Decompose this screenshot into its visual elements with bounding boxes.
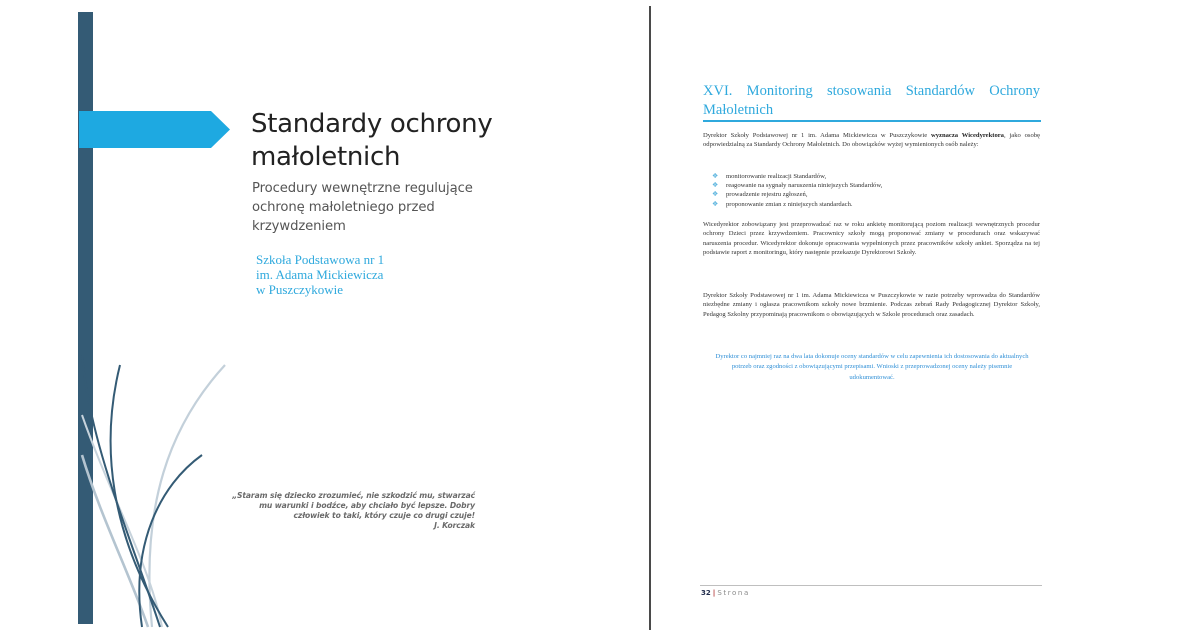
list-item xyxy=(712,181,1032,190)
p1-text-b: , jako osobę odpowiedzialną za Standardy Ochrony Małoletnich. Do obowiązków wyżej wymienionych osób należy: xyxy=(703,132,1040,149)
diamond-star-icon: ❖ xyxy=(712,172,719,180)
page-label: Strona xyxy=(717,589,750,597)
cover-subtitle xyxy=(252,179,512,236)
cover-school-name xyxy=(256,252,456,297)
cover-title-line: małoletnich xyxy=(251,142,401,172)
list-item xyxy=(712,190,1032,199)
arrow-shape xyxy=(79,111,230,148)
list-item-text: prowadzenie rejestru zgłoszeń, xyxy=(726,191,808,199)
quote-line: mu warunki i bodźce, aby chciało być lepsze. Dobry xyxy=(259,501,475,510)
cover-title-line: Standardy ochrony xyxy=(251,109,493,139)
cover-subtitle-line: Procedury wewnętrzne regulujące xyxy=(252,181,473,196)
school-line: im. Adama Mickiewicza xyxy=(256,267,384,282)
p1-bold: wyznacza Wicedyrektora xyxy=(930,132,1004,139)
list-item xyxy=(712,172,1032,181)
school-line: Szkoła Podstawowa nr 1 xyxy=(256,252,385,267)
duties-list xyxy=(712,172,1032,209)
cover-arrow-banner xyxy=(79,111,230,148)
list-item-text: monitorowanie realizacji Standardów, xyxy=(726,173,827,180)
decorative-curves xyxy=(80,355,250,630)
diamond-star-icon: ❖ xyxy=(712,181,719,190)
highlighted-note: Dyrektor co najmniej raz na dwa lata dokonuje oceny standardów w celu zapewnienia ich dostosowania do aktualnych potrzeb oraz zgodności z obowiązującymi przepisami. Wnioski z przeprowadzonej oceny należy pisemnie udokumentować. xyxy=(715,353,1029,381)
cover-title xyxy=(251,108,631,174)
curve-light-2 xyxy=(82,455,148,627)
cover-subtitle-line: ochronę małoletniego przed xyxy=(252,200,435,215)
paragraph-3: Dyrektor Szkoły Podstawowej nr 1 im. Adama Mickiewicza w Puszczykowie w razie potrzeby wprowadza do Standardów niezbędne zmiany i ogłasza pracownikom szkoły nowe brzmienie. Podczas zebrań Rady Pedagogicznej Dyrektor Szkoły, Pedagog Szkolny przypominają pracownikom o obowiązujących w Szkole procedurach oraz zasadach. xyxy=(703,292,1040,318)
section-heading xyxy=(703,82,1040,120)
curve-dark-3 xyxy=(139,455,202,627)
quote-line: „Staram się dziecko zrozumieć, nie szkodzić mu, stwarzać xyxy=(232,491,475,500)
cover-subtitle-line: krzywdzeniem xyxy=(252,219,346,234)
footer-separator: | xyxy=(712,589,716,597)
cover-quote xyxy=(230,491,475,531)
diamond-star-icon: ❖ xyxy=(712,190,719,199)
page-number: 32 xyxy=(701,589,711,597)
list-item-text: proponowanie zmian z niniejszych standardach. xyxy=(726,200,853,208)
curve-light-1 xyxy=(149,365,225,627)
p1-text-a: Dyrektor Szkoły Podstawowej nr 1 im. Adama Mickiewicza w Puszczykowie xyxy=(703,132,931,139)
paragraph-1 xyxy=(703,131,1040,150)
quote-author: J. Korczak xyxy=(434,521,475,530)
footer-rule xyxy=(700,585,1042,586)
heading-word: Ochrony xyxy=(989,83,1040,99)
section-heading-line-2: Małoletnich xyxy=(703,102,774,118)
page-divider xyxy=(649,6,651,630)
list-item xyxy=(712,200,1032,209)
diamond-star-icon: ❖ xyxy=(712,199,719,208)
list-item-text: reagowanie na sygnały naruszenia niniejszych Standardów, xyxy=(726,182,883,190)
heading-word: Standardów xyxy=(905,83,975,99)
heading-word: Monitoring xyxy=(746,83,813,99)
section-heading-line-1 xyxy=(703,82,1040,101)
quote-line: człowiek to taki, który czuje co drugi czuje! xyxy=(293,511,475,520)
paragraph-2: Wicedyrektor zobowiązany jest przeprowadzać raz w roku ankietę monitorującą poziom realizacji wewnętrznych procedur ochrony Dzieci przez krzywdzeniem. Pracownicy szkoły mogą proponować zmiany w procedurach oraz wskazywać naruszenia procedur. Wicedyrektor dokonuje opracowania wypełnionych przez pracowników szkoły ankiet. Sporządza na tej podstawie raport z monitoringu, który następnie przekazuje Dyrektorowi Szkoły. xyxy=(703,221,1040,256)
heading-word: stosowania xyxy=(827,83,892,99)
heading-word: XVI. xyxy=(703,83,733,99)
school-line: w Puszczykowie xyxy=(256,282,344,297)
heading-underline xyxy=(703,120,1041,122)
page-footer xyxy=(701,589,750,598)
